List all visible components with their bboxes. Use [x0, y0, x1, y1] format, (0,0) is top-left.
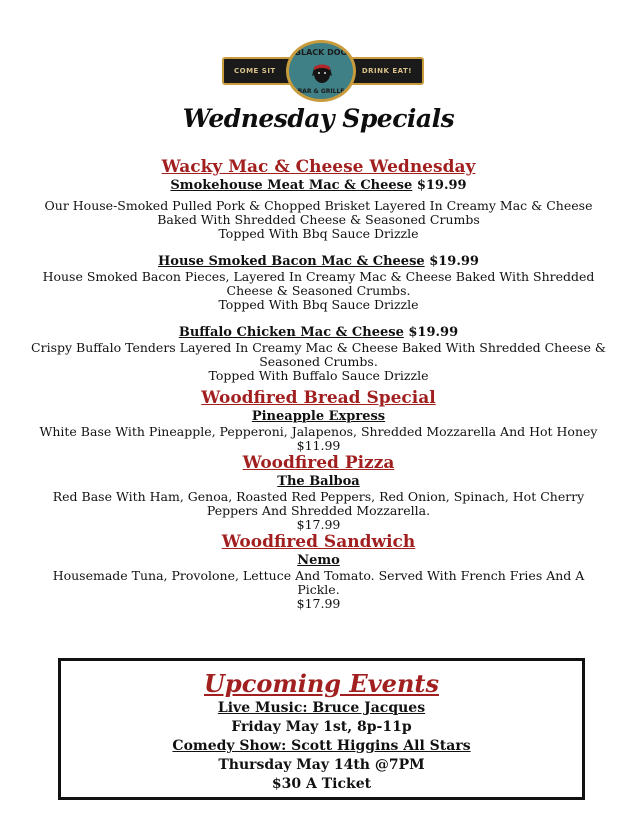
item-description-line: Topped With Bbq Sauce Drizzle: [218, 226, 419, 241]
specials-menu: [20, 157, 617, 611]
item-description-line: Cheese & Seasoned Crumbs.: [226, 283, 411, 298]
item-price: $11.99: [296, 438, 341, 453]
logo: [222, 40, 424, 106]
item-description-line: Red Base With Ham, Genoa, Roasted Red Peppers, Red Onion, Spinach, Hot Cherry: [52, 489, 585, 504]
menu-item-name: [20, 324, 617, 341]
event-price: $30 A Ticket: [271, 776, 372, 792]
item-description-line: Seasoned Crumbs.: [259, 354, 378, 369]
item-description-line: Peppers And Shredded Mozzarella.: [206, 503, 431, 518]
section-title-mac: Wacky Mac & Cheese Wednesday: [161, 157, 476, 177]
item-description-line: Crispy Buffalo Tenders Layered In Creamy Mac & Cheese Baked With Shredded Cheese &: [31, 340, 606, 355]
event-name: Live Music: Bruce Jacques: [217, 700, 426, 716]
event-time: Friday May 1st, 8p-11p: [231, 719, 412, 735]
section-title-sandwich: Woodfired Sandwich: [221, 532, 416, 552]
item-description-line: House Smoked Bacon Pieces, Layered In Creamy Mac & Cheese Baked With Shredded: [42, 269, 595, 284]
item-description-line: Topped With Buffalo Sauce Drizzle: [208, 368, 429, 383]
item-description-line: Housemade Tuna, Provolone, Lettuce And Tomato. Served With French Fries And A: [52, 568, 585, 583]
item-price: $19.99: [429, 254, 479, 269]
section-title-bread: Woodfired Bread Special: [201, 388, 436, 408]
item-description-line: Our House-Smoked Pulled Pork & Chopped Brisket Layered In Creamy Mac & Cheese: [44, 198, 593, 213]
dog-icon: [311, 60, 333, 84]
item-description-line: Baked With Shredded Cheese & Seasoned Crumbs: [157, 212, 480, 227]
logo-ring-top-text: BLACK DOG: [294, 48, 348, 57]
item-price: $17.99: [296, 517, 341, 532]
item-title: House Smoked Bacon Mac & Cheese: [158, 254, 425, 269]
item-title: Nemo: [297, 553, 340, 568]
menu-item-name: [20, 473, 617, 490]
menu-item-name: [20, 177, 617, 194]
item-price: $19.99: [408, 325, 459, 340]
menu-item-name: [20, 552, 617, 569]
logo-emblem: [286, 40, 356, 102]
section-title-pizza: Woodfired Pizza: [242, 453, 395, 473]
logo-right-text: DRINK EAT!: [361, 67, 412, 75]
event-name: Comedy Show: Scott Higgins All Stars: [172, 738, 471, 754]
item-price: $17.99: [296, 596, 341, 611]
event-time: Thursday May 14th @7PM: [218, 757, 425, 773]
menu-item-name: [20, 408, 617, 425]
page-title: Wednesday Specials: [182, 104, 455, 133]
item-title: Pineapple Express: [251, 409, 386, 424]
events-title: Upcoming Events: [204, 669, 439, 698]
item-title: Buffalo Chicken Mac & Cheese: [178, 325, 404, 340]
item-description-line: Topped With Bbq Sauce Drizzle: [218, 297, 419, 312]
item-description-line: White Base With Pineapple, Pepperoni, Jalapenos, Shredded Mozzarella And Hot Honey: [39, 424, 598, 439]
item-title: Smokehouse Meat Mac & Cheese: [170, 178, 413, 193]
upcoming-events-box: [58, 658, 585, 800]
item-description-line: Pickle.: [297, 582, 340, 597]
menu-item-name: [20, 253, 617, 270]
item-price: $19.99: [416, 178, 467, 193]
logo-left-text: COME SIT: [234, 67, 276, 75]
item-title: The Balboa: [277, 474, 360, 489]
logo-ring-bottom-text: BAR & GRILLE: [297, 88, 345, 95]
